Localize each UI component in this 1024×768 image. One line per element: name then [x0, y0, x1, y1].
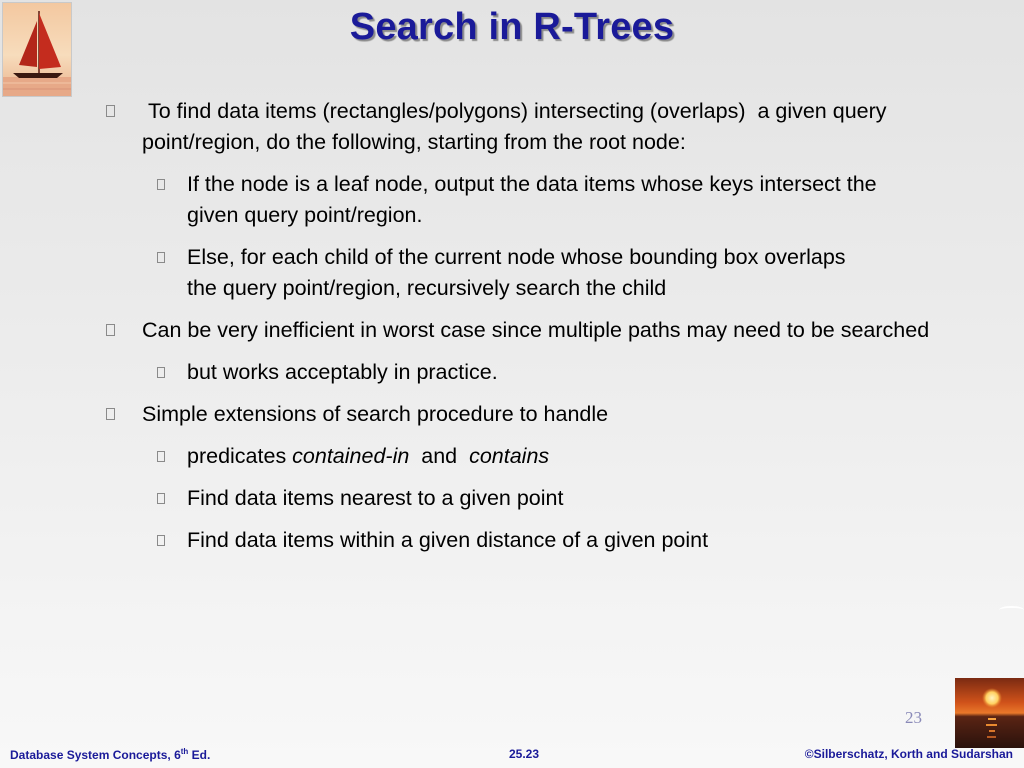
sub-bullet-item: [0, 441, 877, 472]
sub-bullet-item: [0, 483, 877, 514]
bullet-text: Find data items nearest to a given point: [187, 486, 564, 510]
bullet-marker-icon: [106, 324, 115, 336]
bullet-text: contains: [469, 444, 550, 468]
sub-bullet-item: [0, 169, 883, 231]
bullet-text: Can be very inefficient in worst case since multiple paths may need to be searched: [142, 318, 930, 342]
decorative-wave: [999, 606, 1024, 614]
slide-title: Search in R-Trees: [349, 6, 675, 48]
bullet-text: Else, for each child of the current node whose bounding box overlaps the query point/region, recursively search the child: [187, 245, 852, 300]
bullet-marker-icon: [157, 535, 165, 546]
bullet-text: Simple extensions of search procedure to handle: [142, 402, 609, 426]
bullet-text: predicates: [187, 444, 293, 468]
bullet-marker-icon: [157, 252, 165, 263]
sub-bullet-item: [0, 242, 877, 304]
bullet-marker-icon: [106, 408, 115, 420]
sunset-logo-image: [955, 678, 1024, 748]
footer-slide-ref: 25.23: [509, 747, 540, 761]
bullet-marker-icon: [157, 367, 165, 378]
page-number: 23: [905, 708, 922, 727]
bullet-marker-icon: [106, 105, 115, 117]
bullet-item: [0, 315, 942, 346]
sub-bullet-item: [0, 525, 877, 556]
bullet-text: Find data items within a given distance of a given point: [187, 528, 709, 552]
bullet-text: but works acceptably in practice.: [187, 360, 498, 384]
sub-bullet-item: [0, 357, 877, 388]
bullet-text: If the node is a leaf node, output the data items whose keys intersect the given query point/region.: [187, 172, 883, 227]
bullet-marker-icon: [157, 493, 165, 504]
bullet-text: contained-in: [292, 444, 410, 468]
footer-book-title: Database System Concepts, 6th Ed.: [10, 747, 211, 762]
bullet-item: [0, 399, 942, 430]
bullet-text: To find data items (rectangles/polygons) intersecting (overlaps) a given query point/region, do the following, starting from the root node:: [142, 99, 893, 154]
bullet-marker-icon: [157, 179, 165, 190]
footer-copyright: ©Silberschatz, Korth and Sudarshan: [804, 747, 1013, 761]
bullet-list: [0, 96, 1024, 567]
bullet-text: and: [409, 444, 470, 468]
bullet-item: [0, 96, 942, 158]
bullet-marker-icon: [157, 451, 165, 462]
